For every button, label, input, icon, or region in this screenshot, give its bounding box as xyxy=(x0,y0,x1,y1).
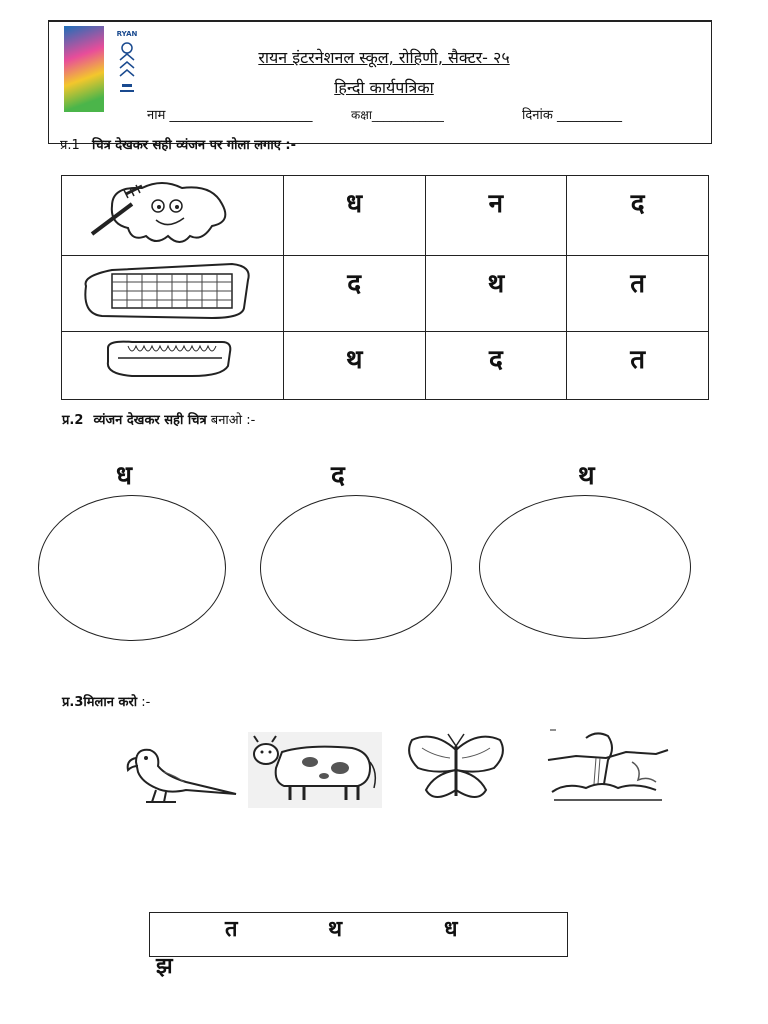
q2-instruction-rest: बनाओ :- xyxy=(210,413,256,428)
option-cell[interactable] xyxy=(567,176,709,256)
school-name: रायन इंटरनेशनल स्कूल, रोहिणी, सैक्टर- २५ xyxy=(258,48,510,67)
q1-option[interactable]: थ xyxy=(487,269,505,299)
q3-letter: ध xyxy=(444,917,458,942)
q3-instruction: मिलान करो xyxy=(83,695,138,710)
waterfall-icon xyxy=(546,728,670,804)
mattress-icon xyxy=(72,256,272,326)
q2-letter: द xyxy=(331,461,345,491)
table-row xyxy=(62,176,709,256)
worksheet-title: हिन्दी कार्यपत्रिका xyxy=(334,78,434,97)
option-cell[interactable] xyxy=(283,332,425,400)
option-cell[interactable] xyxy=(567,256,709,332)
q2-instruction: व्यंजन देखकर सही चित्र xyxy=(93,413,207,428)
option-cell[interactable] xyxy=(283,176,425,256)
option-cell[interactable] xyxy=(425,332,567,400)
picture-cell xyxy=(62,256,284,332)
q1-option[interactable]: द xyxy=(488,345,503,375)
tooth-brushing-icon xyxy=(72,176,272,248)
q1-heading xyxy=(60,135,296,153)
q3-heading xyxy=(62,692,150,710)
q2-label: प्र.2 xyxy=(62,413,84,428)
option-cell[interactable] xyxy=(283,256,425,332)
q3-overflow-letter: झ xyxy=(156,954,173,979)
name-field[interactable]: नाम ______________________ xyxy=(147,108,313,123)
table-row xyxy=(62,256,709,332)
q1-option[interactable]: थ xyxy=(345,345,363,375)
drawing-oval[interactable] xyxy=(479,495,691,639)
date-field[interactable]: दिनांक __________ xyxy=(522,108,622,123)
q3-label: प्र.3 xyxy=(62,695,84,710)
q1-option[interactable]: ध xyxy=(346,189,363,219)
q1-option[interactable]: द xyxy=(630,189,645,219)
q1-option[interactable]: त xyxy=(630,269,646,299)
cow-icon xyxy=(248,732,382,808)
drawing-oval[interactable] xyxy=(260,495,452,641)
teeth-icon xyxy=(72,332,272,382)
option-cell[interactable] xyxy=(567,332,709,400)
q1-option[interactable]: त xyxy=(630,345,646,375)
ryan-logo-text: RYAN xyxy=(116,30,138,38)
q2-letter: थ xyxy=(578,461,595,491)
q1-label: प्र.1 xyxy=(60,138,80,153)
butterfly-icon xyxy=(404,730,508,810)
q2-heading xyxy=(62,410,255,428)
q3-letters-box xyxy=(149,912,568,957)
q1-table xyxy=(61,175,709,400)
q3-letter: थ xyxy=(328,917,343,942)
q3-instruction-rest: :- xyxy=(141,695,151,710)
table-row xyxy=(62,332,709,400)
q1-option[interactable]: न xyxy=(488,189,504,219)
picture-cell xyxy=(62,332,284,400)
school-photo-logo xyxy=(64,26,104,112)
ryan-logo xyxy=(110,26,144,112)
q1-option[interactable]: द xyxy=(347,269,362,299)
parrot-icon xyxy=(116,742,240,808)
q1-instruction: चित्र देखकर सही व्यंजन पर गोला लगाए :- xyxy=(91,138,297,153)
q2-letter: ध xyxy=(116,461,132,491)
option-cell[interactable] xyxy=(425,256,567,332)
class-field[interactable]: कक्षा____________ xyxy=(351,108,444,122)
drawing-oval[interactable] xyxy=(38,495,226,641)
option-cell[interactable] xyxy=(425,176,567,256)
picture-cell xyxy=(62,176,284,256)
q3-letter: त xyxy=(225,917,238,942)
